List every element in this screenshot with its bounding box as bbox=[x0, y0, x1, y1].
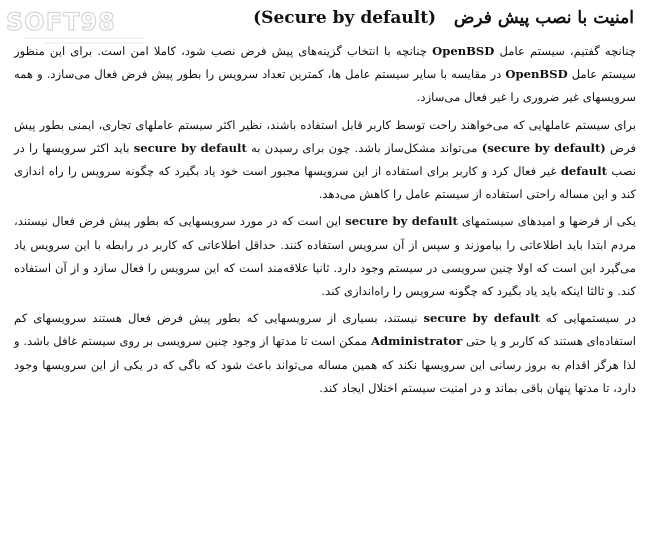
term-secure-by-default: secure by default bbox=[345, 214, 458, 229]
title-english: (Secure by default) bbox=[253, 8, 437, 28]
term-default: default bbox=[560, 164, 607, 179]
paragraph-2: برای سیستم عاملهایی که می‌خواهند راحت توسط کاربر قابل استفاده باشند، نظیر اکثر سیستم عاملهای تجاری، ایمنی بطور پیش فرض (secure by default) می‌تواند مشکل‌ساز باشد. چون برای رسیدن به secure by default باید اکثر سرویسها را در نصب default غیر فعال کرد و کاربر برای استفاده از این سرویسها مجبور است خود یاد بگیرد که چگونه سرویس را راه اندازی کند و این مساله راحتی استفاده از سیستم عامل را کاهش می‌دهد. bbox=[14, 117, 637, 202]
term-secure-by-default: secure by default bbox=[423, 311, 541, 326]
watermark-logo bbox=[4, 4, 154, 48]
svg-text:SOFT98: SOFT98 bbox=[6, 8, 116, 36]
term-openbsd: OpenBSD bbox=[432, 44, 495, 58]
paragraph-3: یکی از فرضها و امیدهای سیستمهای secure by default این است که در مورد سرویسهایی که بطور پیش فرض فعال نیستند، مردم ابتدا باید اطلاعاتی را بیاموزند و سپس از آن سرویس استفاده کنند. حداقل اطلاعاتی که کاربر در رابطه با این سرویس یاد می‌گیرد این است که اولا چنین سرویسی در سیستم وجود دارد. ثانیا علاقه‌مند است که این سرویس را فعال سازد و از آن استفاده کند. و ثالثا اینکه باید یاد بگیرد که چگونه سرویس را راه‌اندازی کند. bbox=[14, 214, 636, 299]
term-administrator: Administrator bbox=[370, 334, 463, 349]
title-persian: امنیت با نصب پیش فرض bbox=[453, 8, 634, 28]
paragraph-4: در سیستمهایی که secure by default نیستند، بسیاری از سرویسهایی که بطور پیش فرض فعال هستند سرویسهای کم استفاده‌ای هستند که کاربر و یا حتی Administrator ممکن است تا مدتها از وجود چنین سرویسی بر روی سیستم غافل باشد. و لذا هرگز اقدام به بروز رسانی این سرویسها نکند که همین مساله می‌تواند باعث شود که باگی که در یکی از این سرویسها وجود دارد، تا مدتها پنهان باقی بماند و در امنیت سیستم اختلال ایجاد کند. bbox=[14, 311, 637, 395]
term-secure-by-default: secure by default bbox=[133, 140, 247, 155]
paragraph-1: چنانچه گفتیم، سیستم عامل OpenBSD چنانچه با انتخاب گزینه‌های پیش فرض نصب شود، کاملا امن است. برای این منظور سیستم عامل OpenBSD در مقایسه با سایر سیستم عامل ها، کمترین تعداد سرویس را بطور پیش فرض فعال می‌سازد. و همه سرویسهای غیر ضروری را غیر فعال می‌سازد. bbox=[14, 44, 636, 105]
document-page bbox=[14, 6, 636, 536]
term-openbsd: OpenBSD bbox=[505, 67, 568, 82]
term-secure-by-default: (secure by default) bbox=[481, 140, 606, 155]
